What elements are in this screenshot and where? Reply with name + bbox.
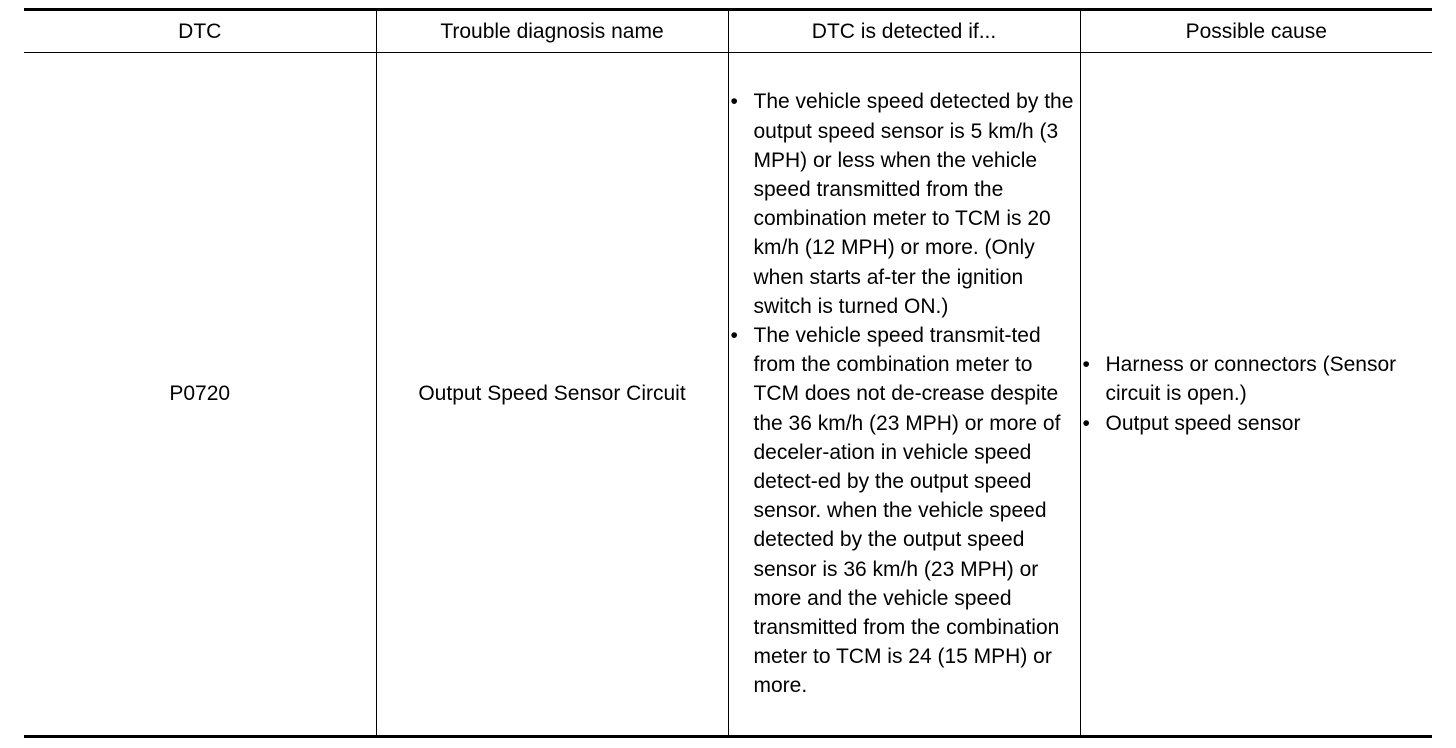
header-dtc: DTC: [24, 10, 376, 53]
detection-condition-item: • The vehicle speed transmit-ted from the combination meter to TCM does not de-crease despite the 36 km/h (23 MPH) or more of deceler-ation in vehicle speed detect-ed by the output speed sensor. when the vehicle speed detected by the output speed sensor is 36 km/h (23 MPH) or more and the vehicle speed transmitted from the combination meter to TCM is 24 (15 MPH) or more.: [729, 321, 1080, 701]
dtc-table: [24, 8, 1432, 738]
cell-detection-conditions: [728, 53, 1080, 737]
header-dtc-detected-if: DTC is detected if...: [728, 10, 1080, 53]
possible-cause-item: • Harness or connectors (Sensor circuit is open.): [1081, 350, 1433, 408]
detection-condition-item: • The vehicle speed detected by the output speed sensor is 5 km/h (3 MPH) or less when the vehicle speed transmitted from the combination meter to TCM is 20 km/h (12 MPH) or more. (Only when starts af-ter the ignition switch is turned ON.): [729, 87, 1080, 321]
cell-trouble-diagnosis-name: Output Speed Sensor Circuit: [376, 53, 728, 737]
table-row: [24, 53, 1432, 737]
header-row: [24, 10, 1432, 53]
header-possible-cause: Possible cause: [1080, 10, 1432, 53]
header-trouble-diagnosis-name: Trouble diagnosis name: [376, 10, 728, 53]
possible-cause-item: • Output speed sensor: [1081, 409, 1433, 438]
possible-cause-list: [1081, 350, 1433, 438]
cell-dtc-code: P0720: [24, 53, 376, 737]
detection-condition-list: [729, 87, 1080, 700]
cell-possible-causes: [1080, 53, 1432, 737]
table-header: [24, 10, 1432, 53]
table-body: [24, 53, 1432, 737]
